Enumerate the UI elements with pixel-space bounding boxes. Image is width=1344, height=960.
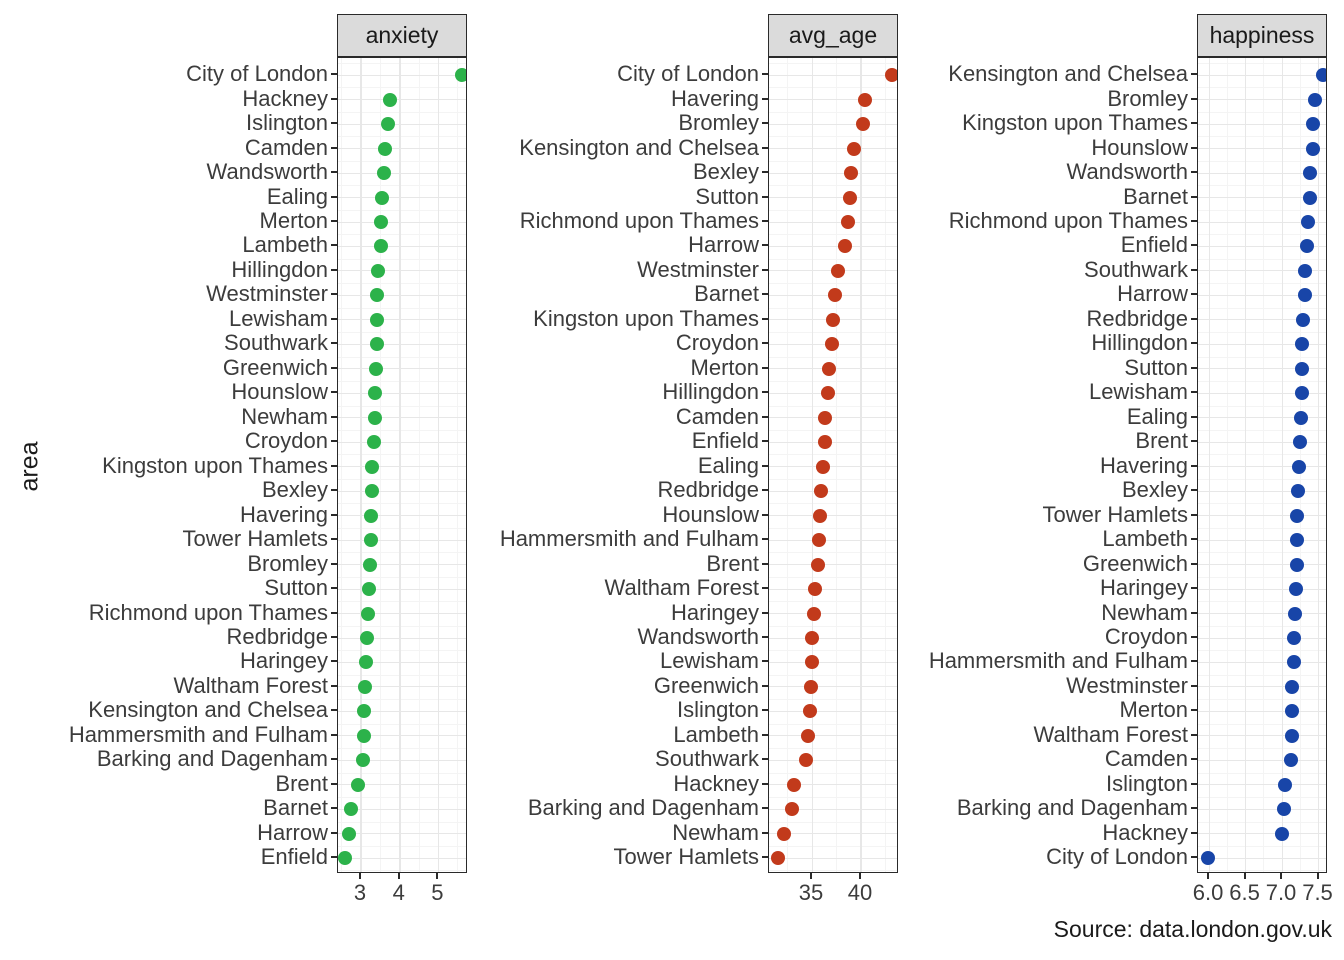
gridline-major-h xyxy=(1198,613,1327,614)
area-label: Bromley xyxy=(247,550,328,576)
area-label: Merton xyxy=(690,354,759,380)
area-label: Barking and Dagenham xyxy=(956,795,1188,821)
area-label: Barking and Dagenham xyxy=(527,795,759,821)
data-point xyxy=(359,655,373,669)
area-label: Croydon xyxy=(1104,624,1188,649)
gridline-major-v xyxy=(1209,58,1210,873)
data-point xyxy=(370,313,384,327)
x-tick-label: 35 xyxy=(798,880,824,905)
area-label: Hounslow xyxy=(1091,134,1188,160)
data-point xyxy=(1303,166,1317,180)
gridline-major-h xyxy=(1198,540,1327,541)
data-point xyxy=(360,631,374,645)
data-point xyxy=(805,631,819,645)
data-point xyxy=(785,802,799,816)
data-point xyxy=(1295,337,1309,351)
area-label: Tower Hamlets xyxy=(182,526,328,552)
data-point xyxy=(1316,68,1327,82)
area-label: Lewisham xyxy=(228,305,328,331)
area-label: Havering xyxy=(239,501,328,527)
gridline-major-h xyxy=(1198,442,1327,443)
data-point xyxy=(351,778,365,792)
facet-header-anxiety xyxy=(337,14,467,57)
data-point xyxy=(818,411,832,425)
area-label: Bexley xyxy=(1121,477,1188,503)
area-label: Tower Hamlets xyxy=(613,844,759,870)
x-tick-label: 40 xyxy=(847,880,873,905)
data-point xyxy=(1298,288,1312,302)
area-label: Lambeth xyxy=(242,232,328,258)
area-label: Camden xyxy=(244,134,328,160)
data-point xyxy=(1291,484,1305,498)
data-point xyxy=(805,655,819,669)
area-label: City of London xyxy=(1046,844,1188,870)
data-point xyxy=(1277,802,1291,816)
area-label: Lewisham xyxy=(1088,379,1188,405)
data-point xyxy=(831,264,845,278)
data-point xyxy=(1284,753,1298,767)
data-point xyxy=(1285,729,1299,743)
x-tick-label: 6.5 xyxy=(1229,880,1260,905)
data-point xyxy=(371,264,385,278)
area-label: Barnet xyxy=(263,795,328,821)
area-label: Hackney xyxy=(673,770,759,796)
x-tick-mark xyxy=(398,873,400,879)
data-point xyxy=(1288,607,1302,621)
data-point xyxy=(841,215,855,229)
area-label: Hounslow xyxy=(231,379,328,405)
data-point xyxy=(771,851,785,865)
area-label: Bromley xyxy=(678,110,759,136)
area-label: Kingston upon Thames xyxy=(102,452,328,478)
gridline-minor-h xyxy=(769,870,898,871)
data-point xyxy=(1290,558,1304,572)
gridline-major-h xyxy=(1198,711,1327,712)
area-label: Hounslow xyxy=(662,501,759,527)
area-label: Lambeth xyxy=(673,721,759,747)
facet-header-avg-age xyxy=(768,14,898,57)
area-label: Bexley xyxy=(692,159,759,185)
data-point xyxy=(383,93,397,107)
data-point xyxy=(1296,313,1310,327)
area-label: Camden xyxy=(1104,746,1188,772)
data-point xyxy=(356,753,370,767)
data-point xyxy=(777,827,791,841)
area-label: Newham xyxy=(1101,599,1188,625)
data-point xyxy=(816,460,830,474)
data-point xyxy=(822,362,836,376)
data-point xyxy=(1201,851,1215,865)
x-tick-mark xyxy=(1280,873,1282,879)
area-label: City of London xyxy=(186,61,328,87)
area-label: Hackney xyxy=(1102,819,1188,845)
gridline-major-v xyxy=(360,58,361,873)
data-point xyxy=(368,411,382,425)
data-point xyxy=(1306,142,1320,156)
area-label: Ealing xyxy=(1126,403,1188,429)
data-point xyxy=(1290,509,1304,523)
area-label: Lewisham xyxy=(659,648,759,674)
data-point xyxy=(826,313,840,327)
area-label: Havering xyxy=(670,85,759,111)
data-point xyxy=(1308,93,1322,107)
data-point xyxy=(370,288,384,302)
data-point xyxy=(1275,827,1289,841)
data-point xyxy=(1278,778,1292,792)
gridline-major-v xyxy=(1318,58,1319,873)
x-tick-mark xyxy=(810,873,812,879)
data-point xyxy=(378,142,392,156)
area-label: Newham xyxy=(241,403,328,429)
area-label: Hillingdon xyxy=(1091,330,1188,356)
data-point xyxy=(375,191,389,205)
area-label: Wandsworth xyxy=(206,159,328,185)
data-point xyxy=(812,533,826,547)
area-label: Southwark xyxy=(655,746,759,772)
area-label: Croydon xyxy=(244,428,328,454)
area-label: Richmond upon Thames xyxy=(88,599,328,625)
area-label: Kensington and Chelsea xyxy=(948,61,1188,87)
area-label: Barnet xyxy=(694,281,759,307)
data-point xyxy=(357,729,371,743)
area-label: Sutton xyxy=(695,183,759,209)
area-label: Croydon xyxy=(675,330,759,356)
gridline-major-h xyxy=(1198,75,1327,76)
y-axis-title: area xyxy=(15,441,44,492)
data-point xyxy=(364,533,378,547)
x-tick-label: 5 xyxy=(431,880,444,905)
area-label: Bexley xyxy=(261,477,328,503)
data-point xyxy=(374,215,388,229)
x-tick-mark xyxy=(436,873,438,879)
data-point xyxy=(804,680,818,694)
x-tick-mark xyxy=(859,873,861,879)
data-point xyxy=(821,386,835,400)
area-label: Wandsworth xyxy=(1066,159,1188,185)
data-point xyxy=(344,802,358,816)
data-point xyxy=(808,582,822,596)
data-point xyxy=(843,191,857,205)
area-label: Enfield xyxy=(691,428,759,454)
area-label: Haringey xyxy=(239,648,328,674)
data-point xyxy=(381,117,395,131)
area-label: Southwark xyxy=(1084,256,1188,282)
area-label: Tower Hamlets xyxy=(1042,501,1188,527)
area-label: Merton xyxy=(1119,697,1188,723)
gridline-major-h xyxy=(1198,491,1327,492)
data-point xyxy=(365,484,379,498)
area-label: Kensington and Chelsea xyxy=(519,134,759,160)
data-point xyxy=(374,239,388,253)
area-label: Wandsworth xyxy=(637,624,759,649)
area-label: Barnet xyxy=(1123,183,1188,209)
data-point xyxy=(1293,435,1307,449)
area-label: Harrow xyxy=(257,819,328,845)
area-label: Enfield xyxy=(1120,232,1188,258)
data-point xyxy=(1300,239,1314,253)
area-label: Enfield xyxy=(260,844,328,870)
x-tick-mark xyxy=(359,873,361,879)
area-label: Newham xyxy=(672,819,759,845)
facet-title-avg-age: avg_age xyxy=(788,22,878,48)
area-label: Westminster xyxy=(206,281,328,307)
gridline-major-h xyxy=(1198,760,1327,761)
gridline-major-h xyxy=(1198,564,1327,565)
data-point xyxy=(814,484,828,498)
gridline-major-h xyxy=(1198,638,1327,639)
gridline-minor-h xyxy=(338,870,467,871)
data-point xyxy=(1285,704,1299,718)
area-label: Brent xyxy=(1135,428,1188,454)
area-label: Richmond upon Thames xyxy=(519,208,759,234)
area-label: Ealing xyxy=(697,452,759,478)
area-label: Westminster xyxy=(637,256,759,282)
area-label: Harrow xyxy=(688,232,759,258)
data-point xyxy=(801,729,815,743)
data-point xyxy=(362,582,376,596)
gridline-major-h xyxy=(1198,784,1327,785)
gridline-major-h xyxy=(1198,735,1327,736)
facet-title-happiness: happiness xyxy=(1209,22,1315,48)
data-point xyxy=(1287,655,1301,669)
area-label: Sutton xyxy=(264,575,328,601)
data-point xyxy=(1301,215,1315,229)
data-point xyxy=(1290,533,1304,547)
area-label: Kensington and Chelsea xyxy=(88,697,328,723)
data-point xyxy=(361,607,375,621)
gridline-major-v xyxy=(1282,58,1283,873)
panel-happiness xyxy=(1197,57,1327,873)
area-label: Greenwich xyxy=(653,672,759,698)
area-label: Camden xyxy=(675,403,759,429)
facet-title-anxiety: anxiety xyxy=(365,22,439,48)
x-tick-label: 6.0 xyxy=(1192,880,1224,905)
data-point xyxy=(828,288,842,302)
area-label: Havering xyxy=(1099,452,1188,478)
data-point xyxy=(1285,680,1299,694)
facet-header-happiness xyxy=(1197,14,1327,57)
area-label: Brent xyxy=(706,550,759,576)
data-point xyxy=(844,166,858,180)
data-point xyxy=(1303,191,1317,205)
data-point xyxy=(803,704,817,718)
area-label: Hammersmith and Fulham xyxy=(499,526,759,552)
area-label: Hammersmith and Fulham xyxy=(928,648,1188,674)
gridline-major-h xyxy=(1198,833,1327,834)
area-label: City of London xyxy=(617,61,759,87)
data-point xyxy=(363,558,377,572)
data-point xyxy=(1289,582,1303,596)
area-label: Waltham Forest xyxy=(604,575,759,601)
x-tick-mark xyxy=(1244,873,1246,879)
x-tick-label: 7.5 xyxy=(1302,880,1333,905)
area-label: Brent xyxy=(275,770,328,796)
data-point xyxy=(1294,411,1308,425)
gridline-major-h xyxy=(1198,858,1327,859)
area-label: Bromley xyxy=(1107,85,1188,111)
data-point xyxy=(365,460,379,474)
data-point xyxy=(813,509,827,523)
area-label: Islington xyxy=(677,697,759,723)
area-label: Harrow xyxy=(1117,281,1188,307)
area-label: Barking and Dagenham xyxy=(96,746,328,772)
area-label: Redbridge xyxy=(657,477,759,503)
area-label: Southwark xyxy=(224,330,328,356)
area-label: Sutton xyxy=(1124,354,1188,380)
data-point xyxy=(818,435,832,449)
area-label: Richmond upon Thames xyxy=(948,208,1188,234)
data-point xyxy=(370,337,384,351)
gridline-major-v xyxy=(1245,58,1246,873)
data-point xyxy=(787,778,801,792)
x-tick-label: 4 xyxy=(392,880,405,905)
data-point xyxy=(1295,386,1309,400)
data-point xyxy=(1292,460,1306,474)
area-label: Kingston upon Thames xyxy=(533,305,759,331)
area-label: Merton xyxy=(259,208,328,234)
gridline-major-v xyxy=(812,58,813,873)
data-point xyxy=(1298,264,1312,278)
x-tick-label: 3 xyxy=(353,880,367,905)
source-caption: Source: data.london.gov.uk xyxy=(1053,916,1332,942)
gridline-major-h xyxy=(1198,515,1327,516)
data-point xyxy=(357,704,371,718)
data-point xyxy=(377,166,391,180)
area-label: Ealing xyxy=(266,183,328,209)
x-tick-mark xyxy=(1317,873,1319,879)
gridline-major-h xyxy=(1198,662,1327,663)
area-label: Redbridge xyxy=(226,624,328,649)
gridline-major-h xyxy=(1198,686,1327,687)
area-label: Westminster xyxy=(1066,672,1188,698)
data-point xyxy=(1295,362,1309,376)
gridline-major-h xyxy=(1198,466,1327,467)
data-point xyxy=(825,337,839,351)
area-label: Hammersmith and Fulham xyxy=(68,721,328,747)
area-label: Lambeth xyxy=(1102,526,1188,552)
data-point xyxy=(838,239,852,253)
data-point xyxy=(338,851,352,865)
area-label: Haringey xyxy=(670,599,759,625)
area-label: Redbridge xyxy=(1086,305,1188,331)
data-point xyxy=(807,607,821,621)
area-label: Greenwich xyxy=(1082,550,1188,576)
x-tick-mark xyxy=(1207,873,1209,879)
area-label: Kingston upon Thames xyxy=(962,110,1188,136)
data-point xyxy=(358,680,372,694)
data-point xyxy=(369,362,383,376)
area-label: Hackney xyxy=(242,85,328,111)
area-label: Islington xyxy=(1106,770,1188,796)
data-point xyxy=(811,558,825,572)
gridline-major-h xyxy=(1198,809,1327,810)
area-label: Waltham Forest xyxy=(1033,721,1188,747)
x-tick-label: 7.0 xyxy=(1265,880,1297,905)
data-point xyxy=(342,827,356,841)
area-label: Waltham Forest xyxy=(173,672,328,698)
gridline-major-v xyxy=(399,58,400,873)
area-label: Greenwich xyxy=(222,354,328,380)
gridline-major-h xyxy=(1198,589,1327,590)
area-label: Hillingdon xyxy=(231,256,328,282)
area-label: Hillingdon xyxy=(662,379,759,405)
area-label: Haringey xyxy=(1099,575,1188,601)
data-point xyxy=(364,509,378,523)
area-label: Islington xyxy=(246,110,328,136)
